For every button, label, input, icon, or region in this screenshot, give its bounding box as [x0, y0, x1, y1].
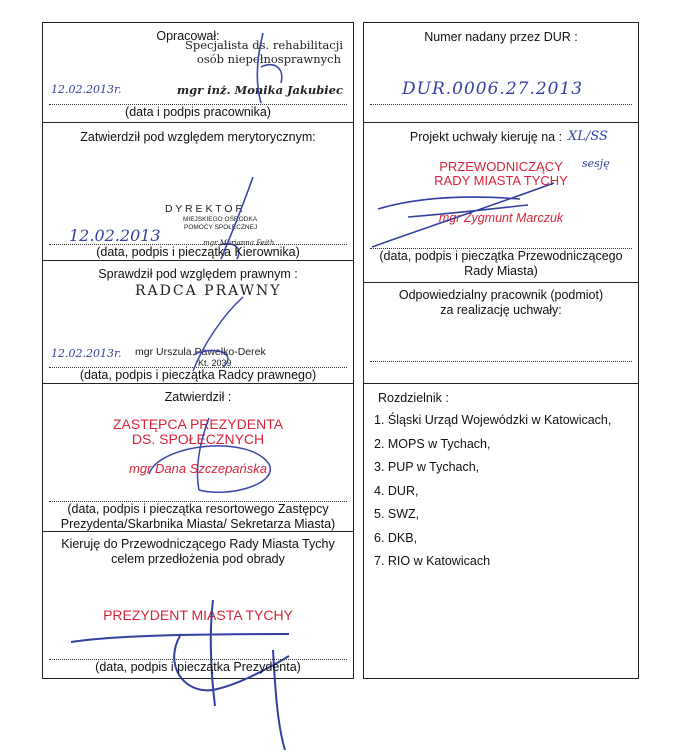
- responsible-label-line1: Odpowiedzialny pracownik (podmiot): [398, 288, 604, 302]
- legal-check-label: Sprawdził pod względem prawnym :: [98, 267, 298, 281]
- prepared-label: Opracował:: [156, 29, 220, 43]
- responsible-cell: [364, 283, 638, 384]
- president-label-line2: celem przedłożenia pod obrady: [111, 552, 285, 566]
- legal-check-caption: (data, podpis i pieczątka Radcy prawnego): [79, 368, 317, 382]
- president-stamp-title: PREZYDENT MIASTA TYCHY: [103, 607, 293, 623]
- dur-cell: [364, 23, 638, 123]
- distribution-item: 5. SWZ,: [374, 507, 420, 521]
- deputy-stamp-line2: DS. SPOŁECZNYCH: [131, 431, 265, 447]
- left-column: [42, 22, 354, 679]
- director-stamp-line1: MIEJSKIEGO OŚRODKA: [183, 216, 258, 223]
- deputy-stamp-line1: ZASTĘPCA PREZYDENTA: [112, 416, 284, 432]
- deputy-stamp-name: mgr Dana Szczepańska: [128, 461, 267, 476]
- prepared-name: mgr inż. Monika Jakubiec: [176, 83, 343, 97]
- distribution-list: [374, 412, 611, 577]
- distribution-label: Rozdzielnik :: [378, 391, 449, 405]
- president-cell: [43, 532, 353, 680]
- prepared-date: 12.02.2013r.: [51, 83, 122, 96]
- distribution-item: 6. DKB,: [374, 530, 418, 545]
- prepared-stamp-line2: osób niepełnosprawnych: [196, 52, 341, 66]
- dur-dotted-line: [370, 104, 632, 105]
- legal-check-date: 12.02.2013r.: [51, 347, 122, 360]
- distribution-item: 1. Śląski Urząd Wojewódzki w Katowicach,: [374, 413, 612, 427]
- approved-merit-caption: (data, podpis i pieczątka Kierownika): [96, 245, 300, 259]
- approved-caption-line1: (data, podpis i pieczątka resortowego Zastępcy: [67, 502, 329, 516]
- legal-stamp-name: mgr Urszula Pawełko-Derek: [135, 346, 266, 358]
- distribution-item: 3. PUP w Tychach,: [374, 460, 480, 474]
- responsible-label-line2: za realizację uchwały:: [440, 303, 562, 317]
- project-label: Projekt uchwały kieruję na :: [409, 130, 563, 144]
- president-label-line1: Kieruję do Przewodniczącego Rady Miasta Tychy: [61, 537, 335, 551]
- project-note-line1: XL/SS: [568, 129, 608, 144]
- project-caption-line1: (data, podpis i pieczątka Przewodniczącego: [379, 249, 623, 263]
- director-stamp-title: D Y R E K T O R: [165, 203, 244, 215]
- director-stamp-line2: POMOCY SPOŁECZNEJ: [184, 224, 258, 231]
- chairman-stamp-line2: RADY MIASTA TYCHY: [434, 173, 568, 188]
- approved-merit-date: 12.02.2013: [69, 226, 161, 245]
- approved-merit-label: Zatwierdził pod względem merytorycznym:: [80, 130, 316, 144]
- responsible-dotted-line: [370, 361, 632, 362]
- dur-label: Numer nadany przez DUR :: [424, 30, 578, 44]
- approved-merit-cell: [43, 123, 353, 261]
- approved-cell: [43, 384, 353, 532]
- chairman-stamp-line1: PRZEWODNICZĄCY: [439, 159, 563, 174]
- dur-number: DUR.0006.27.2013: [402, 79, 584, 99]
- distribution-cell: [364, 384, 638, 680]
- approved-label: Zatwierdził :: [164, 390, 232, 404]
- legal-check-cell: [43, 261, 353, 384]
- project-note-line2: sesję: [582, 157, 610, 170]
- project-cell: [364, 123, 638, 283]
- director-stamp-name: mgr Marianna Feith: [203, 239, 275, 247]
- distribution-item: 7. RIO w Katowicach: [374, 554, 491, 568]
- prepared-caption: (data i podpis pracownika): [125, 105, 271, 119]
- prepared-cell: [43, 23, 353, 123]
- chairman-stamp-name: mgr Zygmunt Marczuk: [438, 211, 564, 225]
- distribution-item: 2. MOPS w Tychach,: [374, 436, 491, 451]
- president-caption: (data, podpis i pieczątka Prezydenta): [95, 660, 301, 674]
- right-column: [363, 22, 639, 679]
- project-caption-line2: Rady Miasta): [464, 264, 538, 278]
- prepared-stamp-line1: Specjalista ds. rehabilitacji: [185, 38, 343, 52]
- legal-stamp-number: Kt. 2039: [198, 358, 232, 368]
- distribution-item: 4. DUR,: [374, 483, 419, 498]
- approved-caption-line2: Prezydenta/Skarbnika Miasta/ Sekretarza Miasta): [60, 517, 336, 531]
- legal-stamp-title: RADCA PRAWNY: [135, 283, 282, 299]
